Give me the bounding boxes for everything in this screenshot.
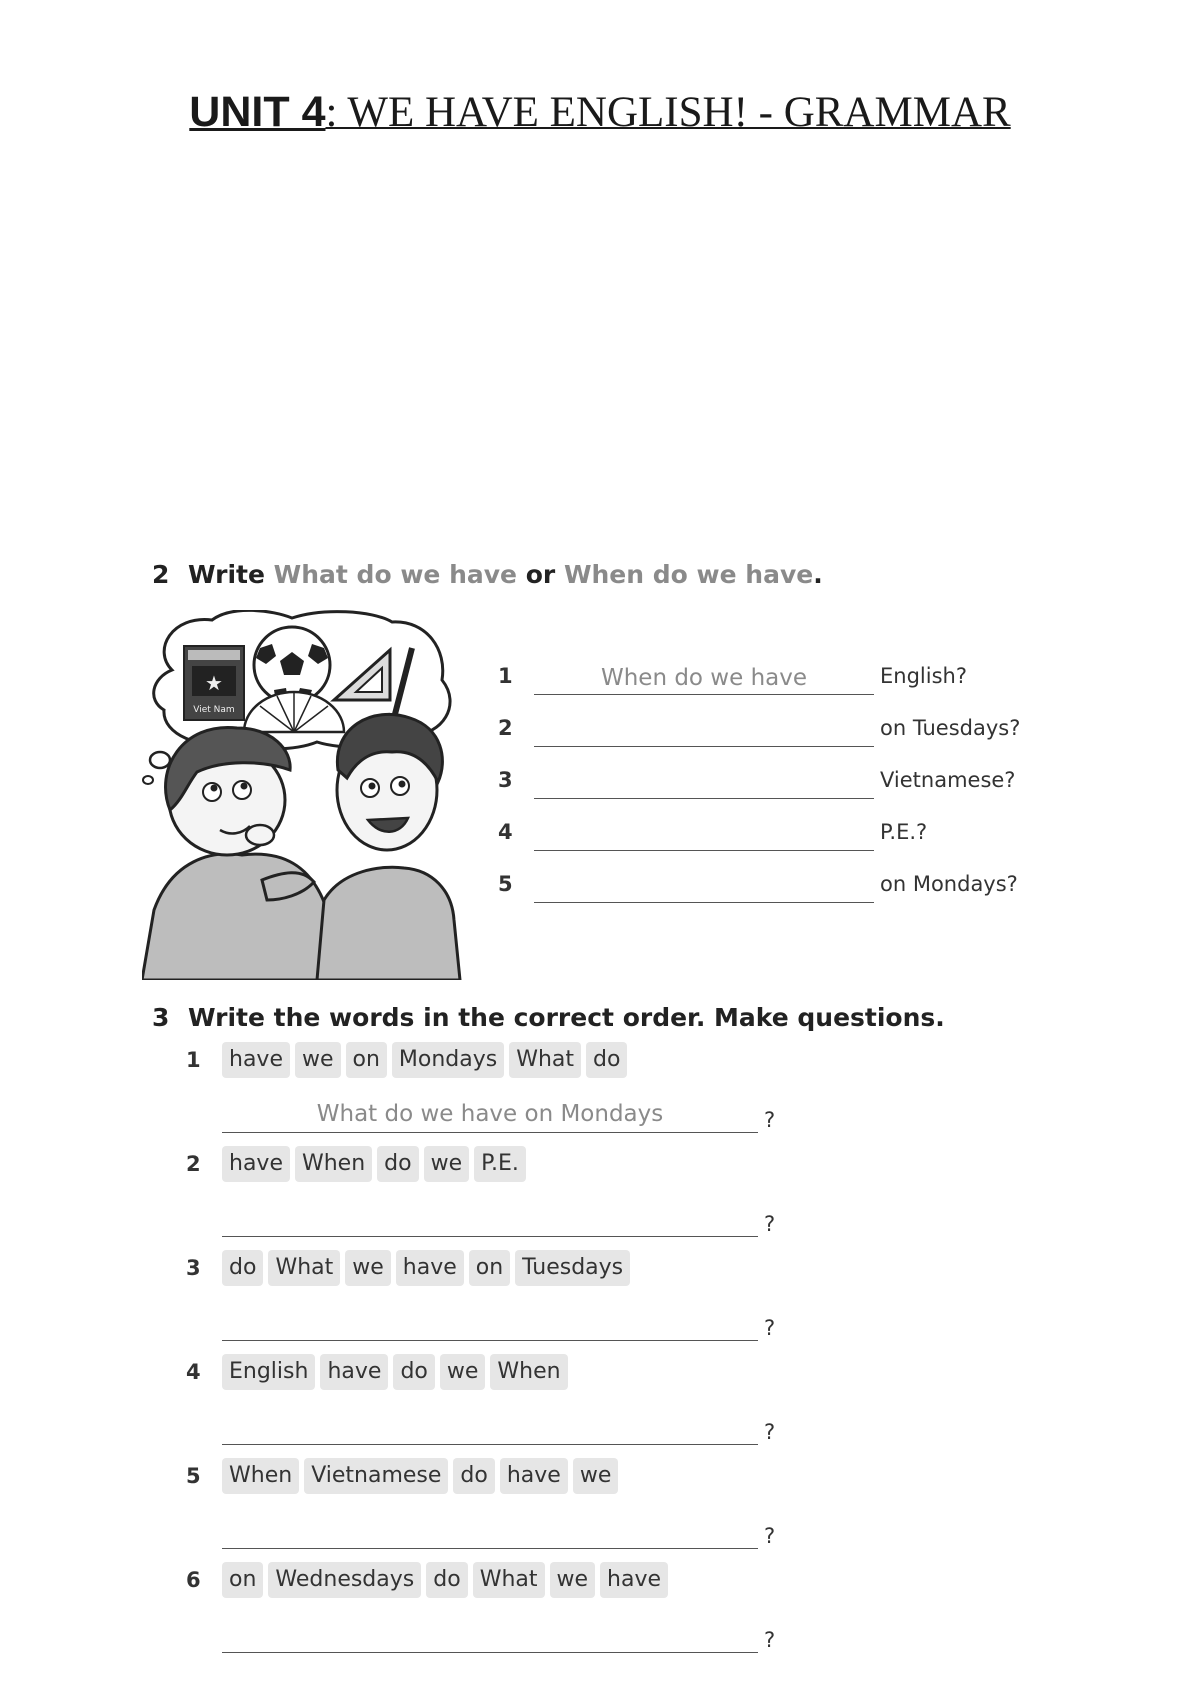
word-chip: What bbox=[473, 1562, 545, 1598]
word-chips bbox=[222, 1042, 632, 1078]
exercise-2-instruction-start: Write bbox=[188, 560, 274, 589]
unit-number: UNIT 4 bbox=[189, 88, 326, 136]
word-chips bbox=[222, 1562, 673, 1598]
word-chip: we bbox=[440, 1354, 486, 1390]
word-chip: Vietnamese bbox=[304, 1458, 448, 1494]
exercise-2-phrase-a: What do we have bbox=[273, 560, 518, 589]
word-chip: on bbox=[346, 1042, 387, 1078]
word-chip: have bbox=[396, 1250, 464, 1286]
word-chips bbox=[222, 1146, 531, 1182]
word-chip: Wednesdays bbox=[268, 1562, 421, 1598]
answer-field[interactable] bbox=[222, 1618, 758, 1653]
word-chip: What bbox=[509, 1042, 581, 1078]
exercise-2-item bbox=[498, 818, 1058, 854]
word-chip: have bbox=[600, 1562, 668, 1598]
word-chip: When bbox=[295, 1146, 372, 1182]
word-chip: do bbox=[586, 1042, 627, 1078]
answer-field[interactable]: What do we have on Mondays bbox=[222, 1098, 758, 1133]
word-chip: do bbox=[393, 1354, 434, 1390]
question-mark: ? bbox=[764, 1524, 776, 1548]
word-chip: we bbox=[550, 1562, 596, 1598]
item-number: 4 bbox=[498, 820, 513, 844]
answer-field[interactable]: When do we have bbox=[534, 664, 874, 695]
left-boy bbox=[142, 727, 342, 980]
word-chip: English bbox=[222, 1354, 315, 1390]
word-chip: do bbox=[426, 1562, 467, 1598]
word-chip: have bbox=[320, 1354, 388, 1390]
item-prompt: on Mondays? bbox=[880, 872, 1018, 896]
word-chip: What bbox=[268, 1250, 340, 1286]
word-chip: on bbox=[469, 1250, 510, 1286]
item-number: 6 bbox=[186, 1568, 201, 1592]
word-chip: we bbox=[573, 1458, 619, 1494]
thought-dot-small bbox=[143, 776, 153, 784]
question-mark: ? bbox=[764, 1628, 776, 1652]
book-label: Viet Nam bbox=[193, 705, 235, 715]
word-chip: we bbox=[345, 1250, 391, 1286]
exercise-3-number: 3 bbox=[152, 1003, 170, 1032]
answer-field[interactable] bbox=[534, 768, 874, 799]
exercise-2-joiner: or bbox=[517, 560, 564, 589]
exercise-2-instruction-end: . bbox=[813, 560, 823, 589]
exercise-3-instruction: Write the words in the correct order. Make questions. bbox=[188, 1003, 945, 1032]
exercise-2-item bbox=[498, 766, 1058, 802]
answer-field[interactable] bbox=[222, 1202, 758, 1237]
word-chip: Mondays bbox=[392, 1042, 504, 1078]
item-number: 5 bbox=[498, 872, 513, 896]
word-chip: we bbox=[295, 1042, 341, 1078]
item-prompt: P.E.? bbox=[880, 820, 928, 844]
exercise-3-heading bbox=[152, 1003, 945, 1032]
word-chip: have bbox=[500, 1458, 568, 1494]
question-mark: ? bbox=[764, 1212, 776, 1236]
word-chip: do bbox=[377, 1146, 418, 1182]
exercise-2-item bbox=[498, 662, 1058, 698]
item-prompt: English? bbox=[880, 664, 967, 688]
answer-field[interactable] bbox=[222, 1514, 758, 1549]
answer-field[interactable] bbox=[534, 820, 874, 851]
question-mark: ? bbox=[764, 1420, 776, 1444]
exercise-2-item bbox=[498, 714, 1058, 750]
word-chips bbox=[222, 1250, 635, 1286]
item-number: 2 bbox=[498, 716, 513, 740]
word-chip: have bbox=[222, 1146, 290, 1182]
item-number: 4 bbox=[186, 1360, 201, 1384]
exercise-2-phrase-b: When do we have bbox=[563, 560, 814, 589]
word-chip: on bbox=[222, 1562, 263, 1598]
right-boy bbox=[317, 714, 460, 980]
answer-field[interactable] bbox=[222, 1410, 758, 1445]
word-chip: When bbox=[222, 1458, 299, 1494]
exercise-2-item bbox=[498, 870, 1058, 906]
word-chip: we bbox=[424, 1146, 470, 1182]
thought-dot-large bbox=[150, 752, 170, 768]
item-number: 2 bbox=[186, 1152, 201, 1176]
item-number: 3 bbox=[498, 768, 513, 792]
exercise-2-number: 2 bbox=[152, 560, 170, 589]
word-chip: do bbox=[453, 1458, 494, 1494]
item-number: 5 bbox=[186, 1464, 201, 1488]
word-chips bbox=[222, 1354, 573, 1390]
item-prompt: on Tuesdays? bbox=[880, 716, 1021, 740]
word-chip: P.E. bbox=[474, 1146, 526, 1182]
word-chips bbox=[222, 1458, 623, 1494]
question-mark: ? bbox=[764, 1108, 776, 1132]
item-prompt: Vietnamese? bbox=[880, 768, 1016, 792]
boys-thinking-illustration bbox=[142, 610, 472, 980]
unit-title: : WE HAVE ENGLISH! - GRAMMAR bbox=[325, 89, 1011, 136]
item-number: 1 bbox=[498, 664, 513, 688]
item-number: 3 bbox=[186, 1256, 201, 1280]
page-title bbox=[0, 86, 1200, 139]
answer-field[interactable] bbox=[534, 716, 874, 747]
word-chip: When bbox=[490, 1354, 567, 1390]
svg-text:★: ★ bbox=[205, 671, 223, 695]
question-mark: ? bbox=[764, 1316, 776, 1340]
exercise-2-heading bbox=[152, 560, 823, 589]
answer-field[interactable] bbox=[222, 1306, 758, 1341]
answer-field[interactable] bbox=[534, 872, 874, 903]
word-chip: Tuesdays bbox=[515, 1250, 630, 1286]
word-chip: do bbox=[222, 1250, 263, 1286]
item-number: 1 bbox=[186, 1048, 201, 1072]
book-icon bbox=[184, 646, 244, 720]
word-chip: have bbox=[222, 1042, 290, 1078]
